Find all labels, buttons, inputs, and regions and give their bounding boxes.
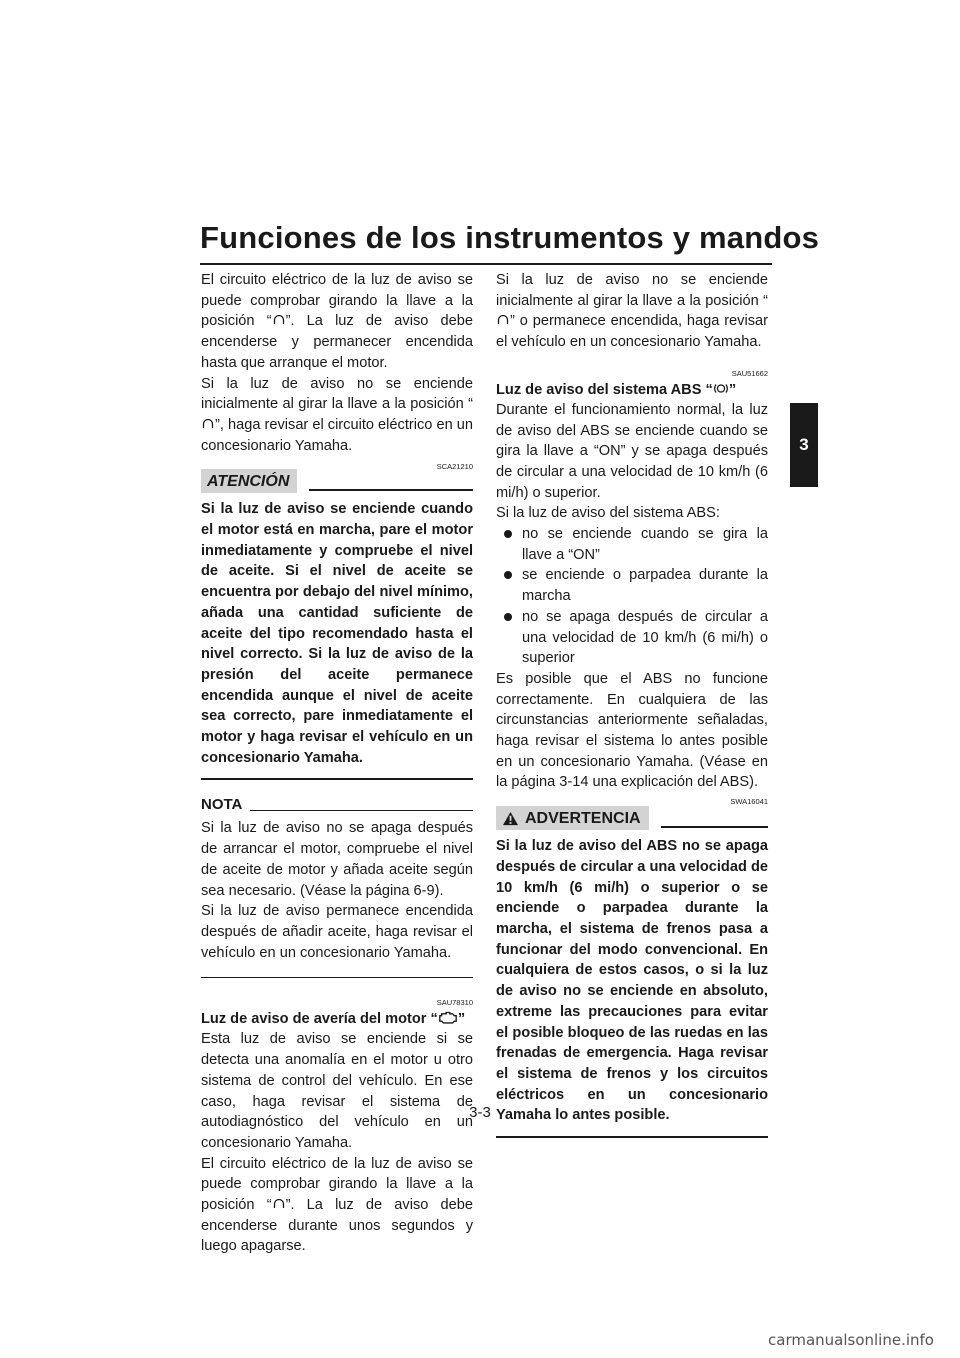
list-item: no se enciende cuando se gira la llave a “ON” xyxy=(496,524,768,565)
right-column xyxy=(496,270,768,1138)
nota-paragraph: Si la luz de aviso no se apaga después de arrancar el motor, compruebe el nivel de aceite de motor y añada aceite según sea necesario. (Véase la página 6-9). xyxy=(201,820,473,899)
reference-code: SAU78310 xyxy=(436,998,473,1008)
nota-paragraph: Si la luz de aviso permanece encendida después de añadir aceite, haga revisar el vehículo en un concesionario Yamaha. xyxy=(201,903,473,961)
engine-icon xyxy=(438,1011,458,1024)
title-rule xyxy=(200,263,772,265)
page-number: 3-3 xyxy=(469,1104,491,1121)
paragraph: El circuito eléctrico de la luz de aviso se puede comprobar girando la llave a la posición “ ”. La luz de aviso debe encenderse durante unos segundos y luego apagarse. xyxy=(201,1155,473,1255)
paragraph: Si la luz de aviso del sistema ABS: xyxy=(496,505,720,522)
attention-banner xyxy=(201,469,473,493)
ignition-on-icon xyxy=(202,418,214,430)
warning-banner xyxy=(496,806,768,830)
nota-label: NOTA xyxy=(201,796,243,814)
abs-conditions-list xyxy=(496,524,768,669)
list-item: se enciende o parpadea durante la marcha xyxy=(496,565,768,606)
engine-warning-heading: Luz de aviso de avería del motor “ ” xyxy=(201,1011,466,1028)
ignition-on-icon xyxy=(273,1198,285,1210)
warning-text: Si la luz de aviso del ABS no se apaga después de circular a una velocidad de 10 km/h (6 mi/h) o superior o se enciende o parpadea durante la marcha, el sistema de frenos pasa a funcionar del modo convencional. En cualquiera de estos casos, o si la luz de aviso no se enciende en absoluto, extreme las precauciones para evitar el posible bloqueo de las ruedas en las frenadas de emergencia. Haga revisar el sistema de frenos y los circuitos eléctricos en un concesionario Yamaha lo antes posible. xyxy=(496,838,768,1124)
banner-rule xyxy=(309,489,473,491)
paragraph: Esta luz de aviso se enciende si se detecta una anomalía en el motor u otro sistema de control del vehículo. En ese caso, haga revisar el sistema de autodiagnóstico del vehículo en un concesionario Yamaha. xyxy=(201,1031,473,1151)
banner-rule xyxy=(661,826,768,828)
ignition-on-icon xyxy=(273,314,285,326)
paragraph: Si la luz de aviso no se enciende inicialmente al girar la llave a la posición “”, haga revisar el circuito eléctrico en un concesionario Yamaha. xyxy=(201,375,473,454)
watermark[interactable]: carmanualsonline.info xyxy=(768,1331,934,1349)
attention-end-rule xyxy=(201,778,473,780)
warning-label: ADVERTENCIA xyxy=(525,810,641,828)
reference-code: SWA16041 xyxy=(730,797,768,807)
nota-rule xyxy=(250,810,473,811)
warning-triangle-icon xyxy=(502,811,519,826)
paragraph: Si la luz de aviso no se enciende inicialmente al girar la llave a la posición “” o permanece encendida, haga revisar el vehículo en un concesionario Yamaha. xyxy=(496,272,768,351)
abs-warning-heading: Luz de aviso del sistema ABS “ ” xyxy=(496,381,737,398)
reference-code: SCA21210 xyxy=(436,462,473,472)
nota-header xyxy=(201,796,473,814)
attention-label: ATENCIÓN xyxy=(201,469,297,493)
warning-label-box xyxy=(496,806,649,830)
paragraph: Durante el funcionamiento normal, la luz de aviso del ABS se enciende cuando se gira la llave a “ON” y se apaga después de circular a una velocidad de 10 km/h (6 mi/h) o superior. xyxy=(496,401,768,501)
attention-text: Si la luz de aviso se enciende cuando el motor está en marcha, pare el motor inmediatamente y compruebe el nivel de aceite. Si el nivel de aceite se encuentra por debajo del nivel mínimo, añada una cantidad suficiente de aceite del tipo recomendado hasta el nivel correcto. Si la luz de aviso de la presión del aceite permanece encendida aunque el nivel de aceite sea correcto, pare inmediatamente el motor y haga revisar el vehículo en un concesionario Yamaha. xyxy=(201,501,473,766)
paragraph: Es posible que el ABS no funcione correctamente. En cualquiera de las circunstancias anteriormente señaladas, haga revisar el sistema lo antes posible en un concesionario Yamaha. (Véase en la página 3-14 una explicación del ABS). xyxy=(496,670,768,791)
chapter-tab[interactable]: 3 xyxy=(790,403,818,487)
nota-end-rule xyxy=(201,977,473,978)
ignition-on-icon xyxy=(497,314,509,326)
paragraph: El circuito eléctrico de la luz de aviso se puede comprobar girando la llave a la posición “ ”. La luz de aviso debe encenderse y permanecer encendida hasta que arranque el motor. xyxy=(201,272,473,371)
page-title: Funciones de los instrumentos y mandos xyxy=(200,220,820,255)
abs-icon xyxy=(713,382,729,395)
list-item: no se apaga después de circular a una velocidad de 10 km/h (6 mi/h) o superior xyxy=(496,607,768,669)
warning-end-rule xyxy=(496,1136,768,1138)
reference-code: SAU51662 xyxy=(731,368,768,378)
